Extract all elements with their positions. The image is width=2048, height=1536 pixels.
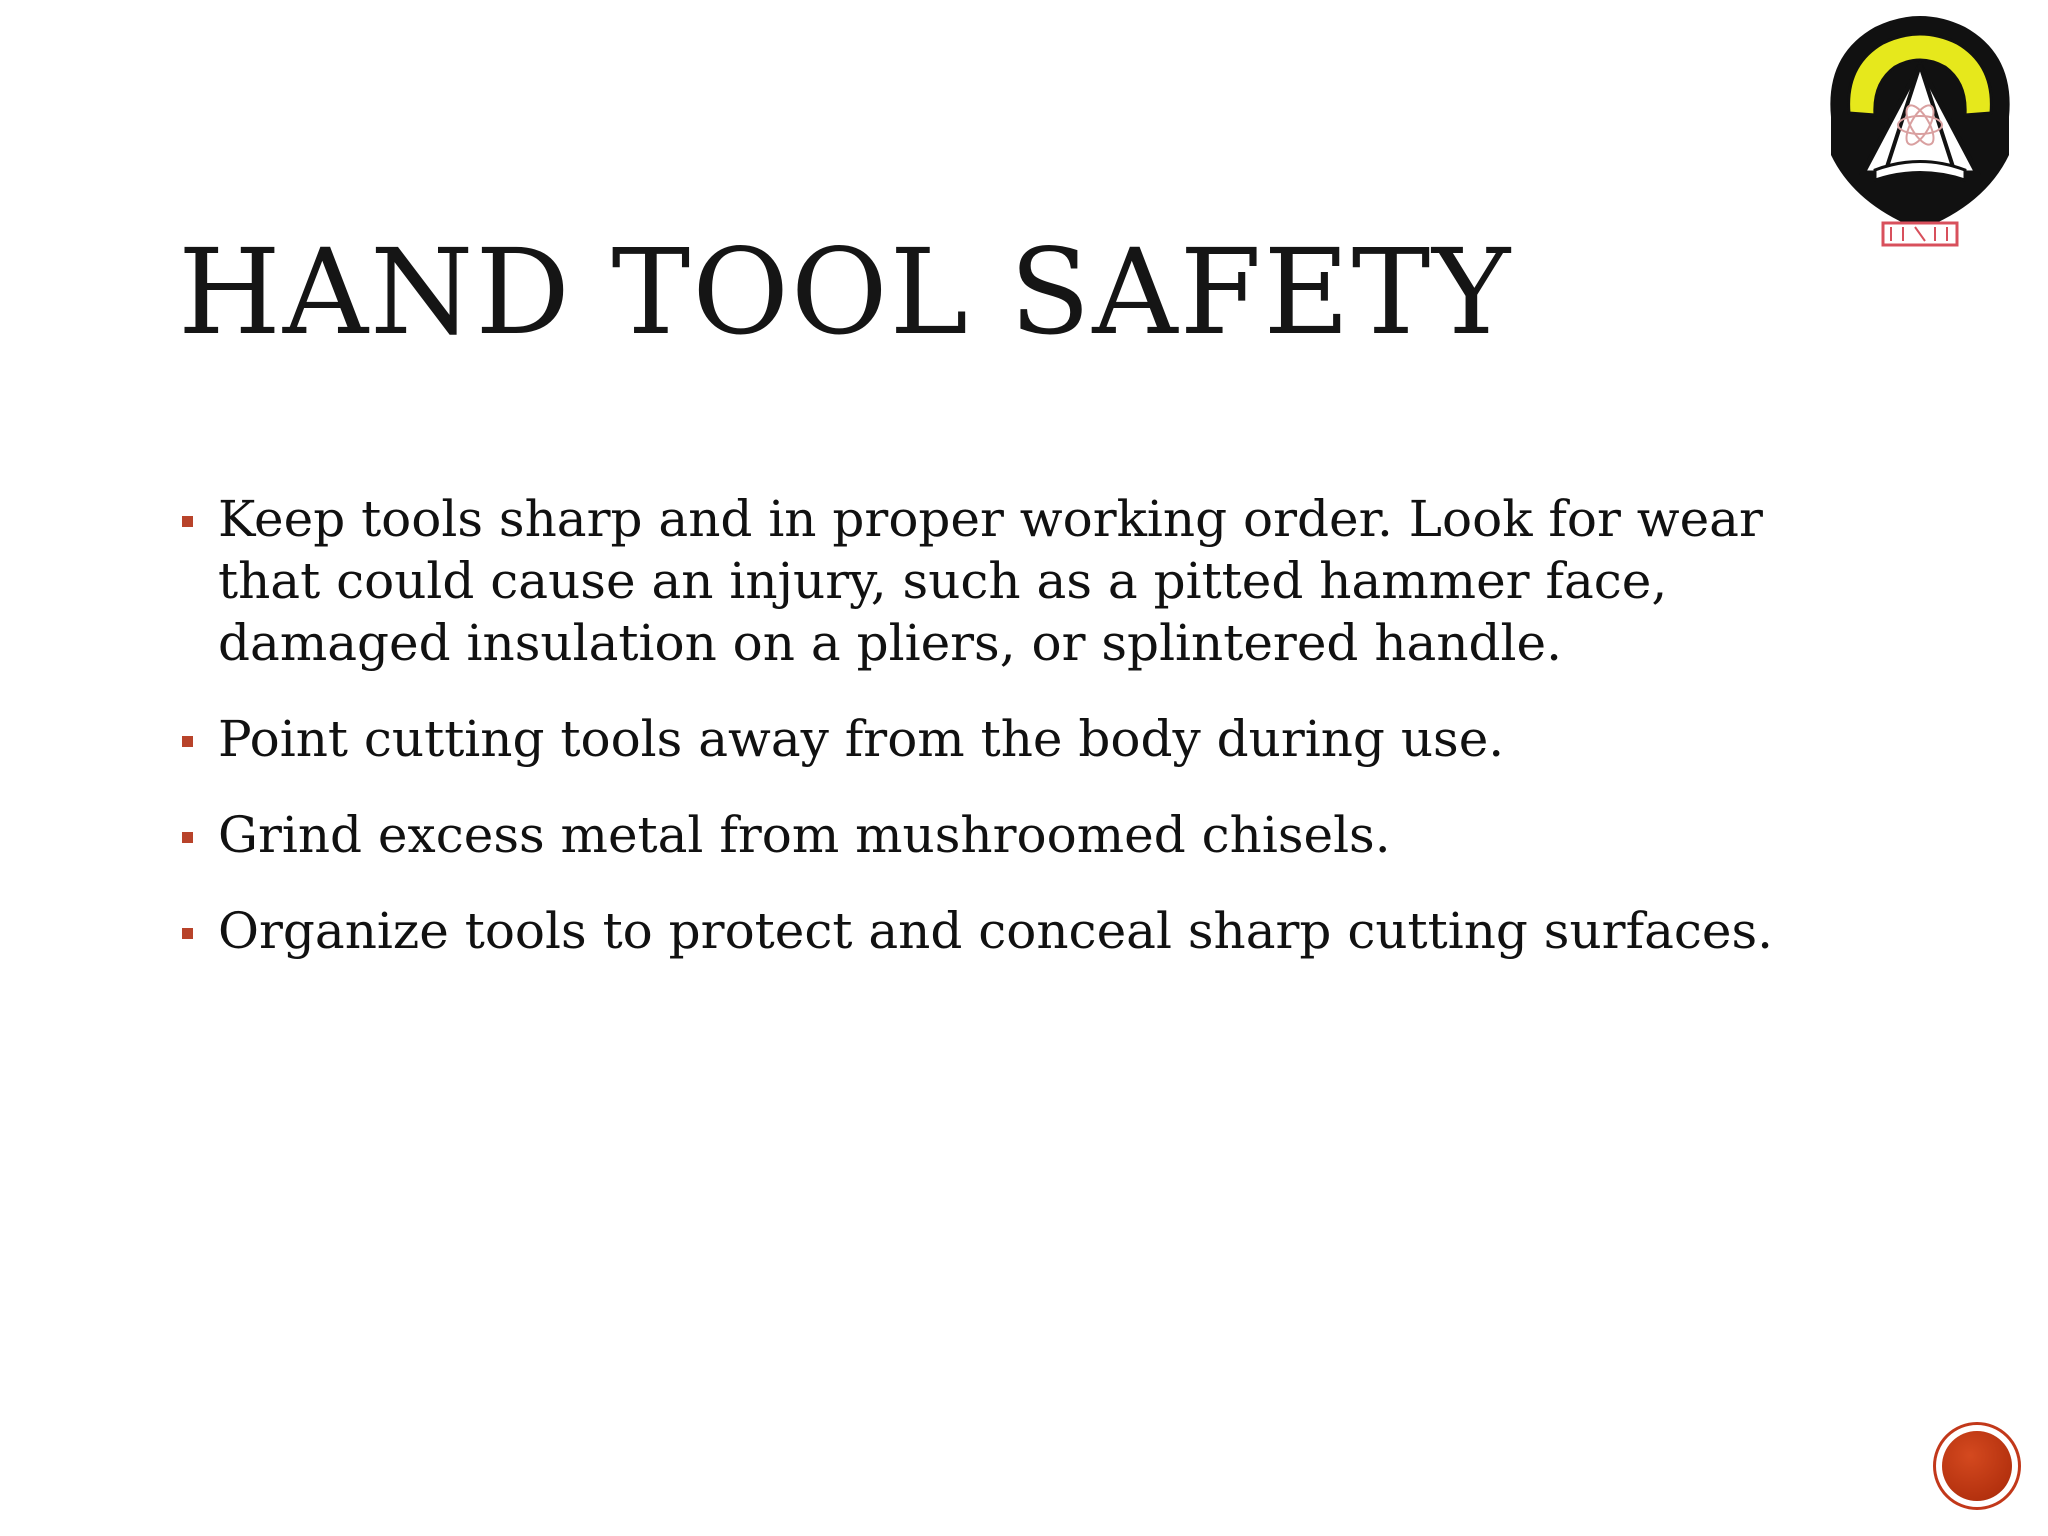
- bullet-marker-icon: [182, 928, 193, 939]
- next-slide-button-icon: [1942, 1431, 2012, 1501]
- bullet-item: [178, 708, 1878, 770]
- bullet-item: [178, 488, 1878, 674]
- bullet-item: [178, 804, 1878, 866]
- bullet-marker-icon: [182, 516, 193, 527]
- bullet-text: Grind excess metal from mushroomed chisels.: [218, 806, 1391, 864]
- next-slide-button[interactable]: [1933, 1422, 2021, 1510]
- bullet-text: Point cutting tools away from the body during use.: [218, 710, 1505, 768]
- bullet-list: [178, 488, 1878, 996]
- university-logo-icon: [1815, 5, 2025, 255]
- bullet-marker-icon: [182, 736, 193, 747]
- bullet-marker-icon: [182, 832, 193, 843]
- slide-title: HAND TOOL SAFETY: [178, 223, 1513, 361]
- bullet-text: Keep tools sharp and in proper working order. Look for wear that could cause an injury, such as a pitted hammer face, damaged insulation on a pliers, or splintered handle.: [218, 490, 1763, 672]
- bullet-item: [178, 900, 1878, 962]
- bullet-text: Organize tools to protect and conceal sharp cutting surfaces.: [218, 902, 1774, 960]
